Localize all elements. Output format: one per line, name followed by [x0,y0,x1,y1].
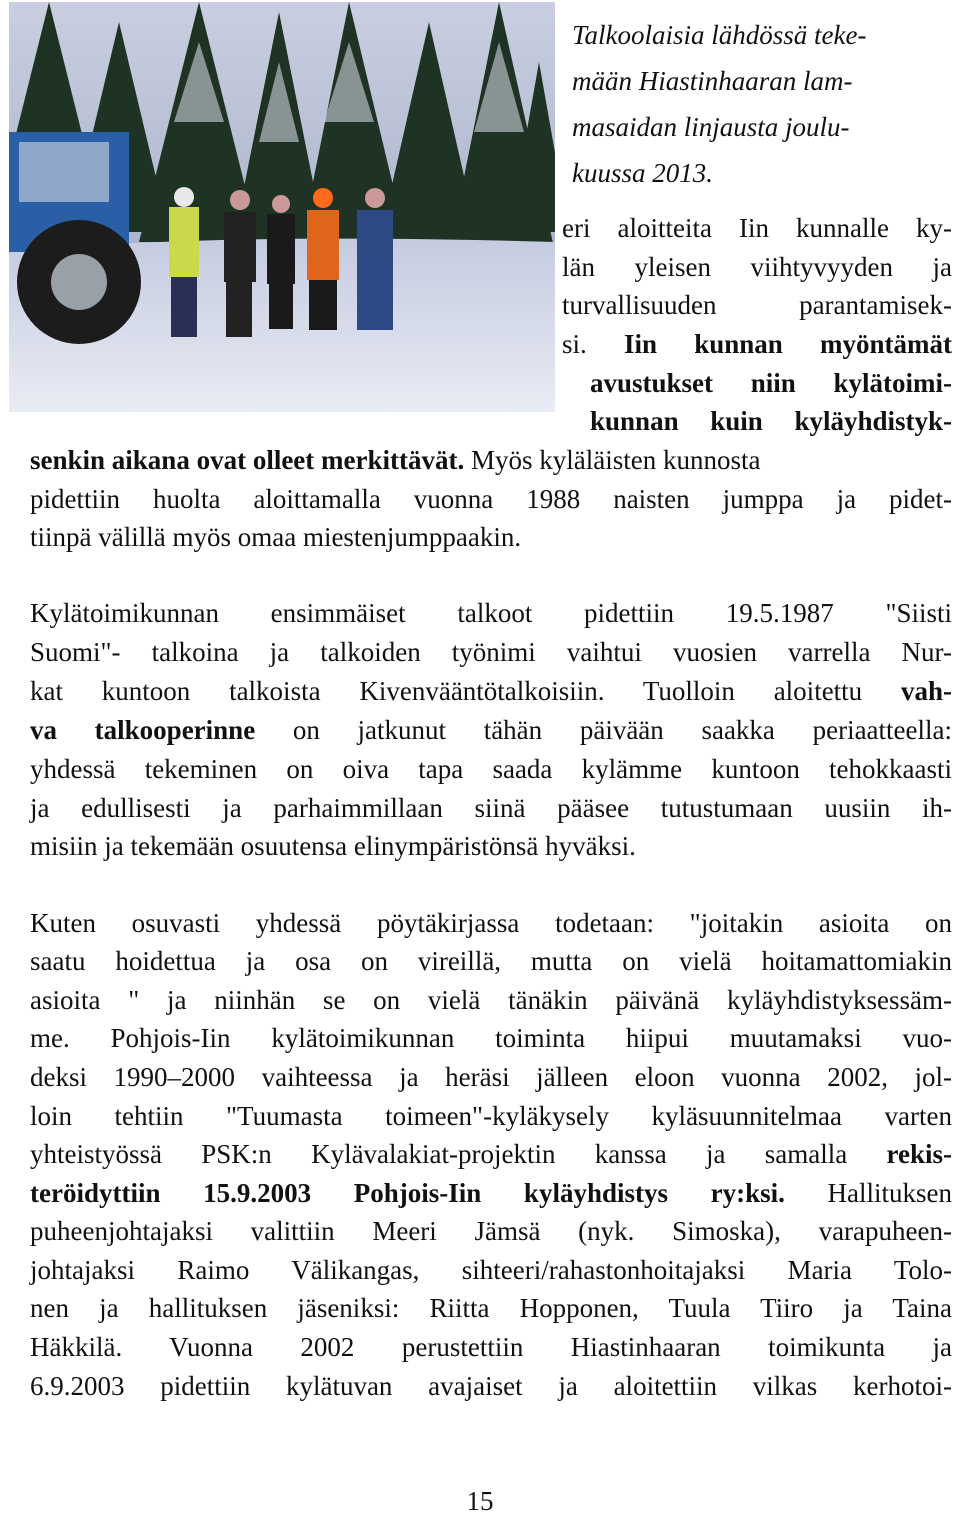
body-line: yhdessä tekeminen on oiva tapa saada kylämme kuntoon tehokkaasti [30,754,952,784]
caption-line: Talkoolaisia lähdössä teke- [572,20,867,50]
body-line: asioita " ja niinhän se on vielä tänäkin päivänä kyläyhdistyksessäm- [30,985,952,1015]
body-line: me. Pohjois-Iin kylätoimikunnan toiminta hiipui muutamaksi vuo- [30,1023,952,1053]
body-line: eri aloitteita Iin kunnalle ky- [562,213,952,243]
body-line [30,1135,952,1173]
body-line: nen ja hallituksen jäseniksi: Riitta Hopponen, Tuula Tiiro ja Taina [30,1293,952,1323]
photo-illustration [9,2,555,412]
body-line: turvallisuuden parantamisek- [562,290,952,320]
text-run: on jatkunut tähän päivään saakka periaatteella: [255,715,952,745]
body-line: Kuten osuvasti yhdessä pöytäkirjassa todetaan: "joitakin asioita on [30,908,952,938]
body-line [30,711,952,749]
caption-line: masaidan linjausta joulu- [572,112,850,142]
text-run-bold: Iin kunnan myöntämät [623,329,952,359]
photo-caption [572,12,952,196]
body-line: kunnan kuin kyläyhdistyk- [590,406,952,436]
page-number: 15 [466,1486,494,1516]
body-line: Häkkilä. Vuonna 2002 perustettiin Hiastinhaaran toimikunta ja [30,1332,952,1362]
body-line: pidettiin huolta aloittamalla vuonna 1988 naisten jumppa ja pidet- [30,484,952,514]
text-run: kat kuntoon talkoista Kivenvääntötalkoisiin. Tuolloin aloitettu [30,676,901,706]
body-line: län yleisen viihtyvyyden ja [562,252,952,282]
body-line: ja edullisesti ja parhaimmillaan siinä pääsee tutustumaan uusiin ih- [30,793,952,823]
caption-line: kuussa 2013. [572,158,713,188]
text-run-bold: rekis- [886,1139,952,1169]
caption-line: mään Hiastinhaaran lam- [572,66,853,96]
text-run: Myös kyläläisten kunnosta [464,445,761,475]
text-run-bold: teröidyttiin 15.9.2003 Pohjois-Iin kyläyhdistys ry:ksi. [30,1178,785,1208]
body-line [30,441,952,479]
body-line: saatu hoidettua ja osa on vireillä, mutta on vielä hoitamattomiakin [30,946,952,976]
body-line: tiinpä välillä myös omaa miestenjumppaakin. [30,522,522,552]
text-run: yhteistyössä PSK:n Kylävalakiat-projektin kanssa ja samalla [30,1139,887,1169]
text-run: Hallituksen [784,1178,952,1208]
text-run-bold: va talkooperinne [30,715,256,745]
body-line [30,672,952,710]
photo-volunteers [9,2,555,412]
text-run: si. [562,329,624,359]
body-line: deksi 1990–2000 vaihteessa ja heräsi jälleen eloon vuonna 2002, jol- [30,1062,952,1092]
body-line [562,325,952,363]
body-line: puheenjohtajaksi valittiin Meeri Jämsä (nyk. Simoska), varapuheen- [30,1216,952,1246]
body-line: 6.9.2003 pidettiin kylätuvan avajaiset ja aloitettiin vilkas kerhotoi- [30,1371,952,1401]
body-line: Suomi"- talkoina ja talkoiden työnimi vaihtui vuosien varrella Nur- [30,637,952,667]
body-line: Kylätoimikunnan ensimmäiset talkoot pidettiin 19.5.1987 "Siisti [30,598,952,628]
body-line: loin tehtiin "Tuumasta toimeen"-kyläkysely kyläsuunnitelmaa varten [30,1101,952,1131]
body-line: avustukset niin kylätoimi- [590,368,952,398]
text-run-bold: vah- [900,676,952,706]
body-line [30,1174,952,1212]
tractor-shape [9,132,141,344]
body-line: misiin ja tekemään osuutensa elinympäristönsä hyväksi. [30,831,636,861]
text-run-bold: senkin aikana ovat olleet merkittävät. [30,445,465,475]
body-line: johtajaksi Raimo Välikangas, sihteeri/rahastonhoitajaksi Maria Tolo- [30,1255,952,1285]
